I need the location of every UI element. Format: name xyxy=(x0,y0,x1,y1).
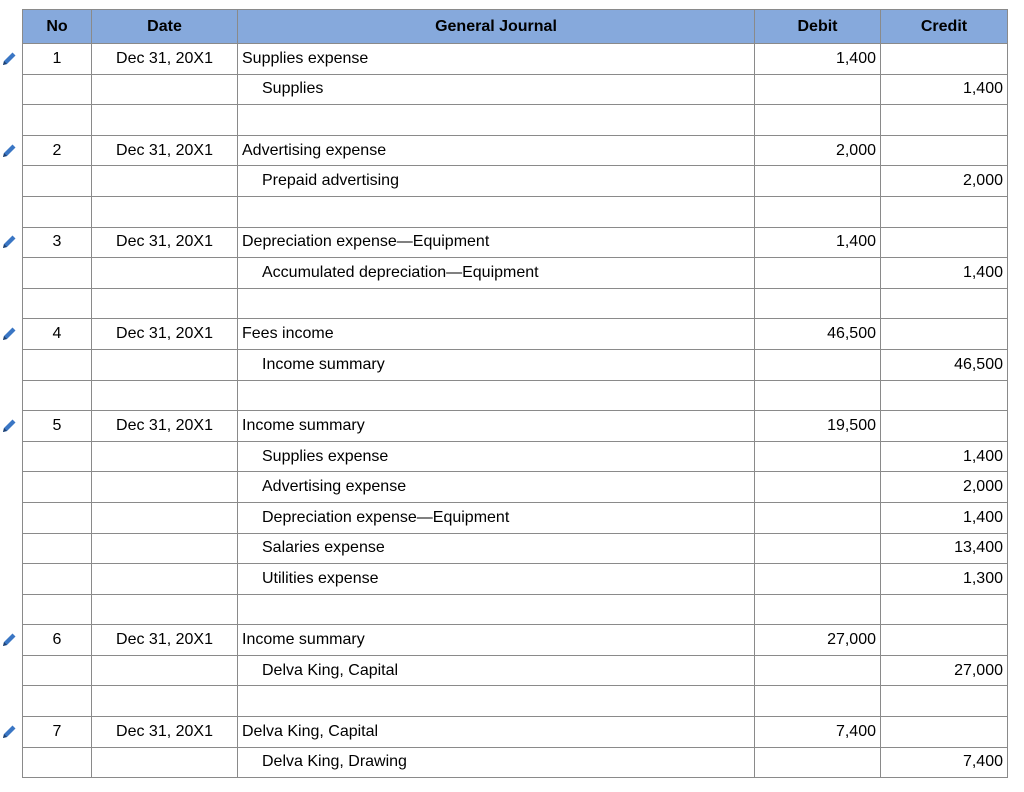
entry-number xyxy=(23,533,92,564)
empty-cell xyxy=(755,380,881,411)
entry-number: 6 xyxy=(23,625,92,656)
empty-cell xyxy=(92,105,238,136)
entry-date xyxy=(92,74,238,105)
spacer-row xyxy=(23,196,1008,227)
general-journal xyxy=(22,9,1007,778)
account-name: Depreciation expense—Equipment xyxy=(238,227,755,258)
spacer-row xyxy=(23,288,1008,319)
entry-first-row xyxy=(23,44,1008,75)
account-name: Income summary xyxy=(238,349,755,380)
empty-cell xyxy=(23,288,92,319)
entry-date: Dec 31, 20X1 xyxy=(92,227,238,258)
entry-number xyxy=(23,258,92,289)
debit-amount xyxy=(755,349,881,380)
account-name: Delva King, Drawing xyxy=(238,747,755,778)
account-name: Fees income xyxy=(238,319,755,350)
empty-cell xyxy=(238,288,755,319)
debit-amount xyxy=(755,441,881,472)
entry-number: 7 xyxy=(23,717,92,748)
account-name: Income summary xyxy=(238,625,755,656)
credit-amount xyxy=(881,44,1008,75)
debit-amount xyxy=(755,74,881,105)
entry-number xyxy=(23,74,92,105)
entry-number: 1 xyxy=(23,44,92,75)
empty-cell xyxy=(92,288,238,319)
empty-cell xyxy=(92,594,238,625)
table-row xyxy=(23,258,1008,289)
empty-cell xyxy=(881,105,1008,136)
credit-amount xyxy=(881,625,1008,656)
table-row xyxy=(23,502,1008,533)
entry-number xyxy=(23,349,92,380)
debit-amount: 46,500 xyxy=(755,319,881,350)
credit-amount: 1,300 xyxy=(881,564,1008,595)
entry-first-row xyxy=(23,411,1008,442)
entry-number: 3 xyxy=(23,227,92,258)
entry-number xyxy=(23,564,92,595)
entry-date: Dec 31, 20X1 xyxy=(92,717,238,748)
empty-cell xyxy=(881,196,1008,227)
header-date: Date xyxy=(92,10,238,44)
entry-date xyxy=(92,502,238,533)
debit-amount xyxy=(755,533,881,564)
spacer-row xyxy=(23,594,1008,625)
entry-number xyxy=(23,747,92,778)
entry-date xyxy=(92,533,238,564)
pencil-icon[interactable] xyxy=(0,142,18,160)
account-name: Supplies xyxy=(238,74,755,105)
empty-cell xyxy=(238,380,755,411)
empty-cell xyxy=(92,380,238,411)
account-name: Utilities expense xyxy=(238,564,755,595)
account-name: Income summary xyxy=(238,411,755,442)
table-row xyxy=(23,472,1008,503)
empty-cell xyxy=(92,196,238,227)
credit-amount xyxy=(881,135,1008,166)
account-name: Advertising expense xyxy=(238,472,755,503)
pencil-icon[interactable] xyxy=(0,325,18,343)
entry-number xyxy=(23,655,92,686)
empty-cell xyxy=(238,686,755,717)
table-row xyxy=(23,166,1008,197)
credit-amount: 1,400 xyxy=(881,441,1008,472)
entry-number: 5 xyxy=(23,411,92,442)
entry-first-row xyxy=(23,319,1008,350)
credit-amount: 1,400 xyxy=(881,258,1008,289)
entry-date: Dec 31, 20X1 xyxy=(92,44,238,75)
account-name: Delva King, Capital xyxy=(238,655,755,686)
pencil-icon[interactable] xyxy=(0,417,18,435)
account-name: Depreciation expense—Equipment xyxy=(238,502,755,533)
entry-number xyxy=(23,166,92,197)
spacer-row xyxy=(23,380,1008,411)
empty-cell xyxy=(755,288,881,319)
empty-cell xyxy=(755,196,881,227)
debit-amount: 19,500 xyxy=(755,411,881,442)
account-name: Delva King, Capital xyxy=(238,717,755,748)
spacer-row xyxy=(23,105,1008,136)
credit-amount: 7,400 xyxy=(881,747,1008,778)
entry-number xyxy=(23,441,92,472)
entry-date: Dec 31, 20X1 xyxy=(92,319,238,350)
empty-cell xyxy=(238,105,755,136)
debit-amount: 1,400 xyxy=(755,227,881,258)
entry-number: 2 xyxy=(23,135,92,166)
header-general-journal: General Journal xyxy=(238,10,755,44)
entry-date xyxy=(92,441,238,472)
journal-table xyxy=(22,9,1008,778)
entry-date xyxy=(92,655,238,686)
pencil-icon[interactable] xyxy=(0,233,18,251)
empty-cell xyxy=(23,196,92,227)
credit-amount xyxy=(881,319,1008,350)
empty-cell xyxy=(755,594,881,625)
empty-cell xyxy=(23,105,92,136)
account-name: Advertising expense xyxy=(238,135,755,166)
pencil-icon[interactable] xyxy=(0,50,18,68)
journal-body xyxy=(23,44,1008,778)
entry-date xyxy=(92,472,238,503)
table-row xyxy=(23,74,1008,105)
credit-amount xyxy=(881,717,1008,748)
entry-first-row xyxy=(23,227,1008,258)
entry-first-row xyxy=(23,625,1008,656)
debit-amount xyxy=(755,502,881,533)
empty-cell xyxy=(23,380,92,411)
credit-amount: 2,000 xyxy=(881,166,1008,197)
entry-date: Dec 31, 20X1 xyxy=(92,411,238,442)
table-row xyxy=(23,441,1008,472)
entry-number xyxy=(23,472,92,503)
empty-cell xyxy=(881,288,1008,319)
account-name: Prepaid advertising xyxy=(238,166,755,197)
entry-date xyxy=(92,166,238,197)
empty-cell xyxy=(755,686,881,717)
credit-amount xyxy=(881,411,1008,442)
debit-amount xyxy=(755,747,881,778)
header-credit: Credit xyxy=(881,10,1008,44)
empty-cell xyxy=(881,380,1008,411)
header-row xyxy=(23,10,1008,44)
table-row xyxy=(23,533,1008,564)
credit-amount: 2,000 xyxy=(881,472,1008,503)
table-row xyxy=(23,349,1008,380)
pencil-icon[interactable] xyxy=(0,631,18,649)
account-name: Salaries expense xyxy=(238,533,755,564)
entry-date xyxy=(92,349,238,380)
entry-number xyxy=(23,502,92,533)
empty-cell xyxy=(23,686,92,717)
debit-amount: 27,000 xyxy=(755,625,881,656)
empty-cell xyxy=(881,594,1008,625)
debit-amount xyxy=(755,472,881,503)
empty-cell xyxy=(238,196,755,227)
credit-amount: 1,400 xyxy=(881,502,1008,533)
entry-first-row xyxy=(23,717,1008,748)
debit-amount: 2,000 xyxy=(755,135,881,166)
debit-amount xyxy=(755,166,881,197)
credit-amount: 1,400 xyxy=(881,74,1008,105)
entry-date xyxy=(92,258,238,289)
table-row xyxy=(23,655,1008,686)
empty-cell xyxy=(238,594,755,625)
empty-cell xyxy=(23,594,92,625)
debit-amount xyxy=(755,655,881,686)
table-row xyxy=(23,747,1008,778)
debit-amount: 7,400 xyxy=(755,717,881,748)
credit-amount: 27,000 xyxy=(881,655,1008,686)
header-debit: Debit xyxy=(755,10,881,44)
empty-cell xyxy=(881,686,1008,717)
credit-amount xyxy=(881,227,1008,258)
debit-amount xyxy=(755,258,881,289)
account-name: Supplies expense xyxy=(238,44,755,75)
entry-number: 4 xyxy=(23,319,92,350)
account-name: Accumulated depreciation—Equipment xyxy=(238,258,755,289)
table-row xyxy=(23,564,1008,595)
debit-amount: 1,400 xyxy=(755,44,881,75)
entry-date: Dec 31, 20X1 xyxy=(92,135,238,166)
credit-amount: 13,400 xyxy=(881,533,1008,564)
debit-amount xyxy=(755,564,881,595)
pencil-icon[interactable] xyxy=(0,723,18,741)
entry-date xyxy=(92,564,238,595)
credit-amount: 46,500 xyxy=(881,349,1008,380)
header-no: No xyxy=(23,10,92,44)
entry-date xyxy=(92,747,238,778)
empty-cell xyxy=(755,105,881,136)
empty-cell xyxy=(92,686,238,717)
spacer-row xyxy=(23,686,1008,717)
entry-date: Dec 31, 20X1 xyxy=(92,625,238,656)
entry-first-row xyxy=(23,135,1008,166)
account-name: Supplies expense xyxy=(238,441,755,472)
